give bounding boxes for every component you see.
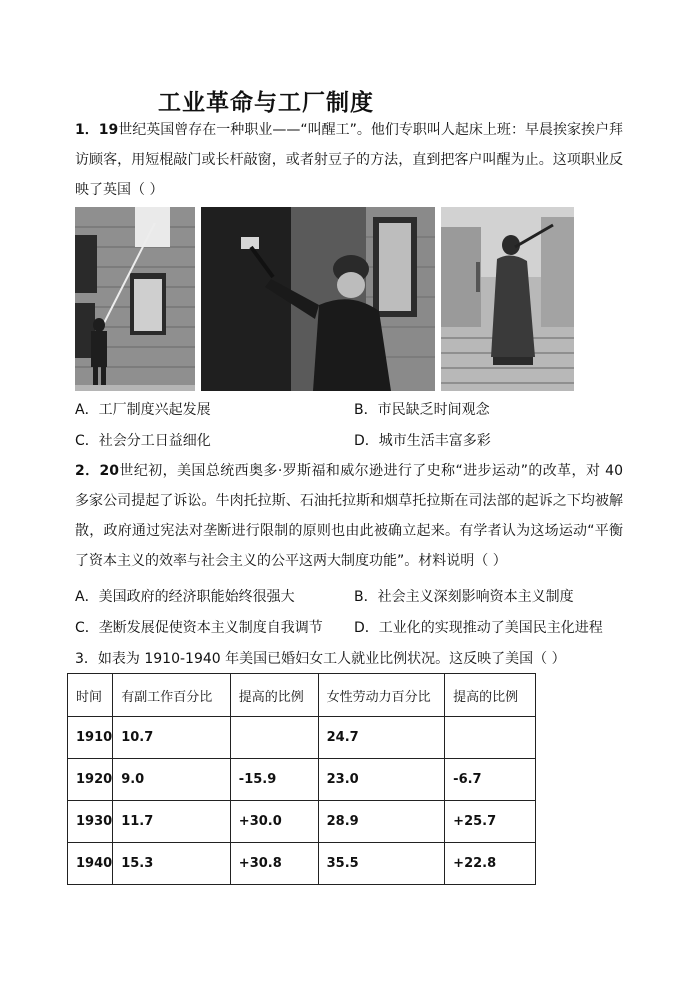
- question-1-text: 世纪英国曾存在一种职业——“叫醒工”。他们专职叫人起床上班：早晨挨家挨户拜访顾客，用短棍敲门或长杆敲窗，或者射豆子的方法，直到把客户叫醒为止。这项职业反映了英国（ ）: [75, 122, 623, 198]
- table-header-cell: 提高的比例: [445, 674, 536, 717]
- table-row: [68, 843, 536, 885]
- q1-option-a: A．工厂制度兴起发展: [75, 402, 211, 418]
- table-cell: [445, 717, 536, 759]
- table-header-row: [68, 674, 536, 717]
- q2-option-b: B．社会主义深刻影响资本主义制度: [354, 589, 574, 605]
- table-cell: 23.0: [318, 759, 445, 801]
- question-3-number: 3．: [75, 651, 98, 667]
- table-cell: 1940: [68, 843, 113, 885]
- table-header-cell: 时间: [68, 674, 113, 717]
- table-cell: 24.7: [318, 717, 445, 759]
- table-cell: 1910: [68, 717, 113, 759]
- table-row: [68, 759, 536, 801]
- table-cell: 1930: [68, 801, 113, 843]
- photo-knocker-up-long-pole: [75, 207, 195, 391]
- table-cell: +22.8: [445, 843, 536, 885]
- question-2-text: 世纪初，美国总统西奥多·罗斯福和威尔逊进行了史称“进步运动”的改革，对 40 多家公司提起了诉讼。牛肉托拉斯、石油托拉斯和烟草托拉斯在司法部的起诉之下均被解散，政府通过宪法对垄断进行限制的原则也由此被确立起来。有学者认为这场运动“平衡了资本主义的效率与社会主义的公平这两大制度功能”。材料说明（ ）: [75, 463, 623, 569]
- table-cell: -6.7: [445, 759, 536, 801]
- question-2-number: 2．20: [75, 463, 120, 479]
- table-row: [68, 801, 536, 843]
- table-cell: [230, 717, 318, 759]
- table-cell: 10.7: [113, 717, 231, 759]
- table-cell: +30.0: [230, 801, 318, 843]
- table-cell: 1920: [68, 759, 113, 801]
- question-2-stem: [75, 456, 623, 576]
- employment-table: [67, 673, 536, 885]
- table-cell: +30.8: [230, 843, 318, 885]
- page-title: 工业革命与工厂制度: [158, 90, 374, 116]
- photo-knocker-up-stick-door: [201, 207, 435, 391]
- table-cell: -15.9: [230, 759, 318, 801]
- table-cell: 28.9: [318, 801, 445, 843]
- question-1-number: 1．19: [75, 122, 119, 138]
- table-cell: +25.7: [445, 801, 536, 843]
- table-header-cell: 女性劳动力百分比: [318, 674, 445, 717]
- table-header-cell: 有副工作百分比: [113, 674, 231, 717]
- q2-option-c: C．垄断发展促使资本主义制度自我调节: [75, 620, 323, 636]
- q2-option-d: D．工业化的实现推动了美国民主化进程: [354, 620, 603, 636]
- photo-knocker-up-pea-shooter: [441, 207, 574, 391]
- question-1-stem: [75, 115, 623, 205]
- table-cell: 15.3: [113, 843, 231, 885]
- q2-option-a: A．美国政府的经济职能始终很强大: [75, 589, 295, 605]
- q1-option-c: C．社会分工日益细化: [75, 433, 211, 449]
- q1-option-b: B．市民缺乏时间观念: [354, 402, 490, 418]
- q1-option-d: D．城市生活丰富多彩: [354, 433, 491, 449]
- question-3-stem: [75, 649, 566, 669]
- table-cell: 9.0: [113, 759, 231, 801]
- table-row: [68, 717, 536, 759]
- table-cell: 35.5: [318, 843, 445, 885]
- table-header-cell: 提高的比例: [230, 674, 318, 717]
- question-3-text: 如表为 1910-1940 年美国已婚妇女工人就业比例状况。这反映了美国（ ）: [97, 651, 566, 667]
- table-cell: 11.7: [113, 801, 231, 843]
